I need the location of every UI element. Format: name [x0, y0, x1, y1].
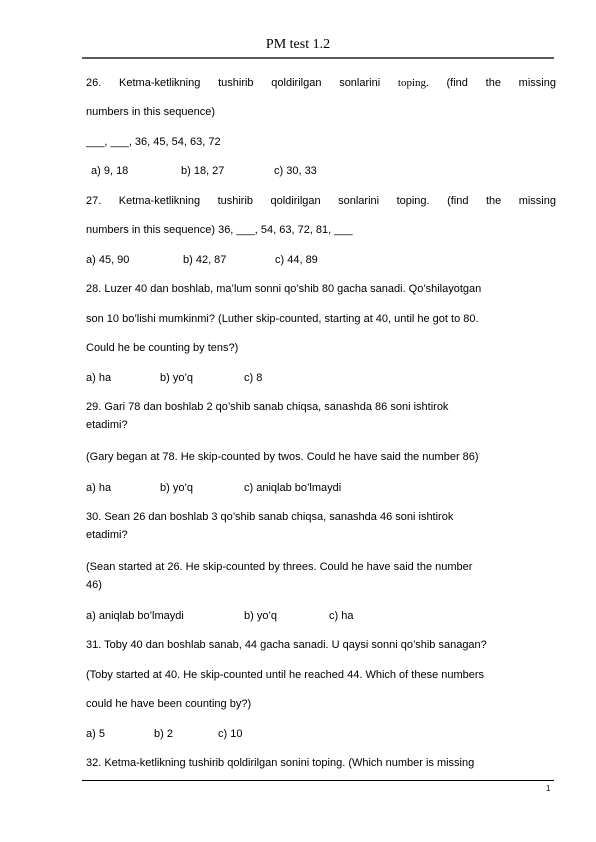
q29-line3: (Gary began at 78. He skip-counted by twos. Could he have said the number 86) [86, 451, 479, 463]
page-number: 1 [546, 784, 551, 793]
q27-word: (find [447, 195, 469, 207]
q26-word: tushirib [218, 77, 254, 89]
q31-line2: (Toby started at 40. He skip-counted until he reached 44. Which of these numbers [86, 669, 485, 681]
q28-line1: 28. Luzer 40 dan boshlab, ma’lum sonni qo’shib 80 gacha sanadi. Qo’shilayotgan [86, 283, 482, 295]
q26-sequence: ___, ___, 36, 45, 54, 63, 72 [86, 136, 221, 148]
option-a: a) ha [86, 372, 112, 384]
q28-line2: son 10 bo’lishi mumkinmi? (Luther skip-counted, starting at 40, until he got to 80. [86, 313, 479, 325]
q26-word: 26. [86, 77, 102, 89]
q26-word: missing [518, 77, 556, 89]
option-b: b) 42, 87 [183, 254, 227, 266]
q27-word: qoldirilgan [270, 195, 321, 207]
option-b: b) 18, 27 [181, 165, 225, 177]
option-c: c) ha [329, 610, 354, 622]
option-a: a) 45, 90 [86, 254, 130, 266]
q26-word: sonlarini [339, 77, 381, 89]
option-b: b) yo’q [244, 610, 278, 622]
q26-word: toping. [397, 77, 429, 89]
option-b: b) 2 [154, 728, 173, 740]
q26-word: Ketma-ketlikning [119, 77, 201, 89]
q30-line1: 30. Sean 26 dan boshlab 3 qo’shib sanab chiqsa, sanashda 46 soni ishtirok [86, 511, 454, 523]
q29-line2: etadimi? [86, 419, 128, 431]
option-c: c) 10 [218, 728, 243, 740]
q30-line3: (Sean started at 26. He skip-counted by threes. Could he have said the number [86, 561, 473, 573]
page-title: PM test 1.2 [265, 37, 331, 52]
option-c: c) aniqlab bo’lmaydi [244, 482, 342, 494]
q27-word: sonlarini [338, 195, 380, 207]
q26-word: qoldirilgan [271, 77, 322, 89]
q31-line1: 31. Toby 40 dan boshlab sanab, 44 gacha sanadi. U qaysi sonni qo’shib sanagan? [86, 639, 487, 651]
q26-line1 [86, 77, 556, 90]
q30-line2: etadimi? [86, 529, 128, 541]
option-a: a) 5 [86, 728, 105, 740]
q26-word: the [485, 77, 501, 89]
q27-word: toping. [396, 195, 430, 207]
q27-line2: numbers in this sequence) 36, ___, 54, 63, 72, 81, ___ [86, 224, 353, 236]
q27-word: 27. [86, 195, 102, 207]
q27-word: tushirib [217, 195, 254, 207]
q31-line3: could he have been counting by?) [86, 698, 252, 710]
footer-divider [82, 780, 554, 781]
option-b: b) yo’q [160, 372, 194, 384]
q28-line3: Could he be counting by tens?) [86, 342, 239, 354]
q27-line1 [86, 195, 556, 208]
option-a: a) 9, 18 [91, 165, 129, 177]
q26-line2: numbers in this sequence) [86, 106, 216, 118]
q27-word: the [485, 195, 502, 207]
q27-word: missing [518, 195, 556, 207]
option-c: c) 44, 89 [275, 254, 318, 266]
option-a: a) aniqlab bo’lmaydi [86, 610, 184, 622]
q30-line4: 46) [86, 579, 102, 591]
option-c: c) 8 [244, 372, 263, 384]
option-b: b) yo’q [160, 482, 194, 494]
header-divider [82, 57, 554, 59]
q27-word: Ketma-ketlikning [118, 195, 201, 207]
q26-word: (find [446, 77, 468, 89]
option-a: a) ha [86, 482, 112, 494]
q29-line1: 29. Gari 78 dan boshlab 2 qo’shib sanab chiqsa, sanashda 86 soni ishtirok [86, 401, 449, 413]
q32-line1: 32. Ketma-ketlikning tushirib qoldirilgan sonini toping. (Which number is missing [86, 757, 475, 769]
option-c: c) 30, 33 [274, 165, 317, 177]
